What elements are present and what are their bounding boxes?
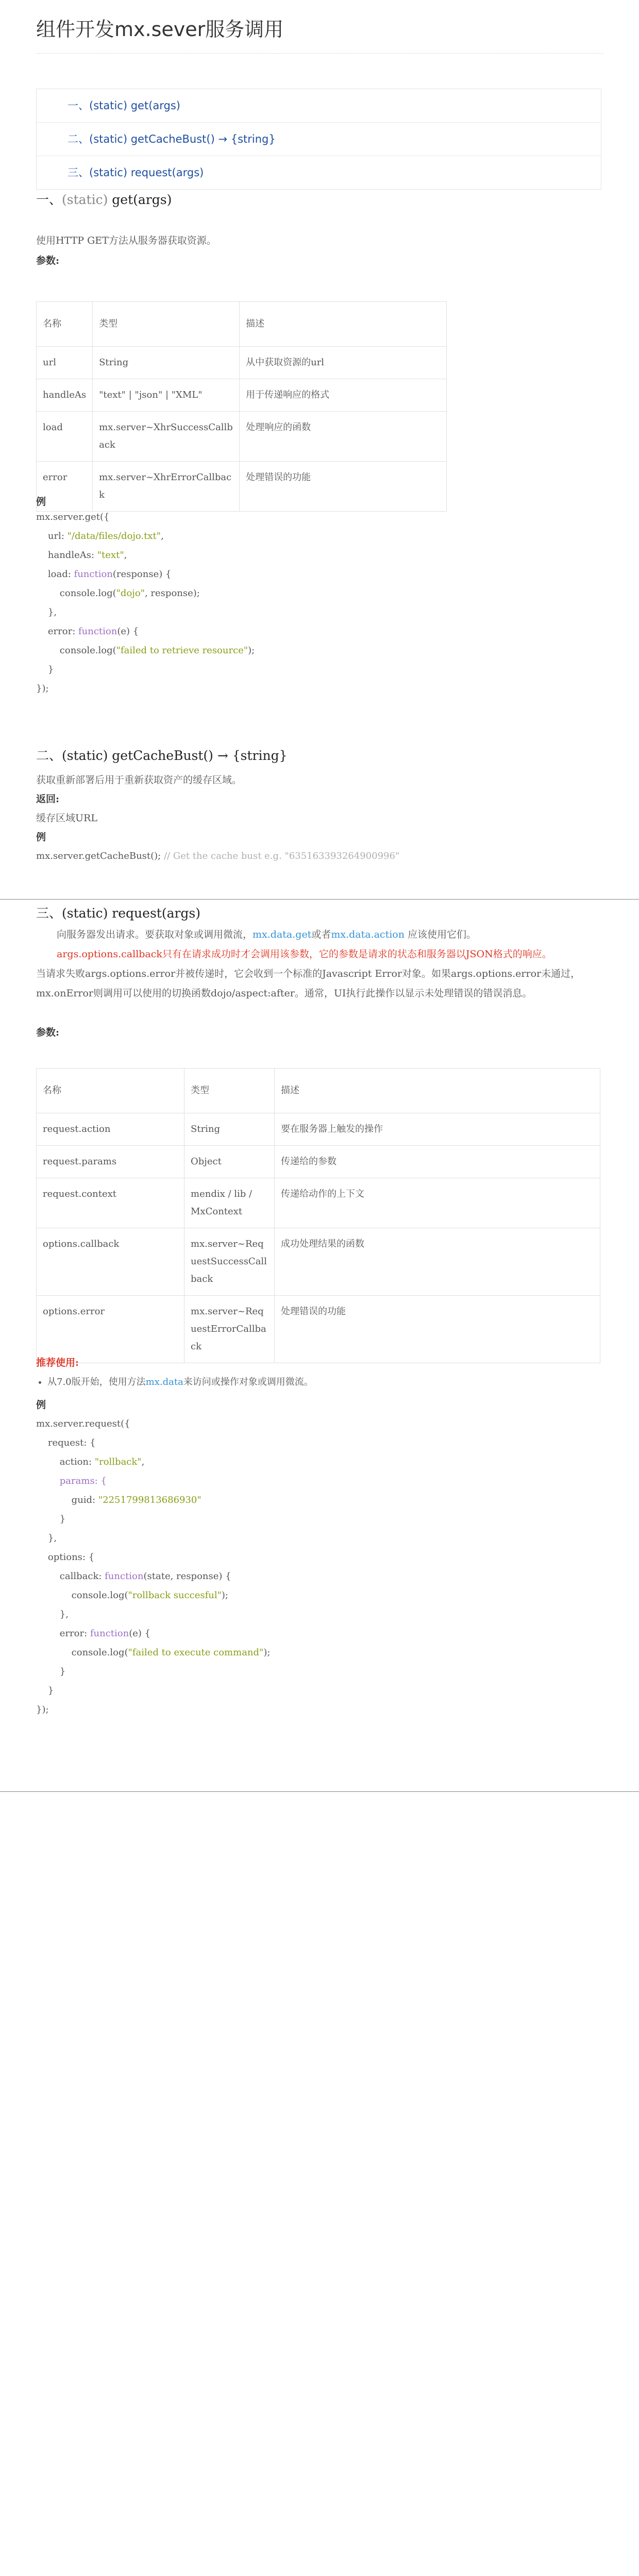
code-line: console.log("failed to retrieve resource"); bbox=[59, 645, 255, 656]
code-line: console.log("dojo", response); bbox=[59, 588, 200, 599]
section-number: 一、 bbox=[36, 192, 62, 207]
get-params-label: 参数: bbox=[36, 255, 60, 266]
code-line: error: function(e) { bbox=[59, 1628, 151, 1639]
code-line: }, bbox=[47, 1533, 57, 1544]
code-line: console.log("rollback succesful"); bbox=[71, 1590, 228, 1601]
table-row bbox=[37, 1178, 600, 1228]
code-line: handleAs: "text", bbox=[47, 550, 127, 561]
param-desc: 传递给动作的上下文 bbox=[275, 1178, 600, 1228]
param-name: options.error bbox=[37, 1296, 184, 1363]
code-line: }, bbox=[47, 607, 57, 618]
code-line: action: "rollback", bbox=[59, 1456, 145, 1467]
param-name: handleAs bbox=[37, 379, 93, 412]
section-divider bbox=[0, 899, 639, 900]
code-line: error: function(e) { bbox=[47, 626, 139, 637]
table-row bbox=[37, 462, 447, 512]
table-of-contents bbox=[36, 89, 601, 190]
param-name: request.context bbox=[37, 1178, 184, 1228]
table-row bbox=[37, 379, 447, 412]
request-paragraph-3: 当请求失败args.options.error并被传递时，它会收到一个标准的Javascript Error对象。如果args.options.error未通过，mx.onError则调用可以使用的切换函数dojo/aspect:after。通常，UI执行此操作以显示未处理错误的错误消息。 bbox=[36, 968, 581, 999]
section-heading-request bbox=[36, 903, 200, 922]
code-line: params: { bbox=[59, 1476, 107, 1486]
get-code-example bbox=[36, 507, 255, 698]
code-line: url: "/data/files/dojo.txt", bbox=[47, 531, 164, 541]
param-desc: 处理错误的功能 bbox=[275, 1296, 600, 1363]
param-desc: 用于传递响应的格式 bbox=[240, 379, 447, 412]
param-name: error bbox=[37, 462, 93, 512]
get-example-label: 例 bbox=[36, 496, 46, 507]
toc-item-get[interactable]: 一、(static) get(args) bbox=[37, 89, 601, 123]
code-line: options: { bbox=[47, 1552, 95, 1563]
code-line: } bbox=[47, 664, 54, 675]
header-type: 类型 bbox=[184, 1069, 275, 1113]
param-desc: 成功处理结果的函数 bbox=[275, 1228, 600, 1296]
request-example-label: 例 bbox=[36, 1399, 46, 1411]
method-name: (static) getCacheBust() → {string} bbox=[62, 748, 288, 763]
table-row bbox=[37, 1228, 600, 1296]
table-row bbox=[37, 1146, 600, 1178]
method-name: (static) request(args) bbox=[62, 906, 201, 921]
code-line: }, bbox=[59, 1609, 69, 1620]
getcachebust-description: 获取重新部署后用于重新获取资产的缓存区域。 bbox=[36, 774, 242, 786]
table-header-row bbox=[37, 302, 447, 347]
param-type-link[interactable]: mx.server~RequestErrorCallback bbox=[184, 1296, 275, 1363]
page-title: 组件开发mx.sever服务调用 bbox=[36, 9, 603, 54]
param-desc: 处理错误的功能 bbox=[240, 462, 447, 512]
toc-item-getcachebust[interactable]: 二、(static) getCacheBust() → {string} bbox=[37, 123, 601, 156]
get-description: 使用HTTP GET方法从服务器获取资源。 bbox=[36, 235, 216, 246]
getcachebust-example-label: 例 bbox=[36, 832, 46, 843]
param-type: "text" | "json" | "XML" bbox=[93, 379, 240, 412]
header-type: 类型 bbox=[93, 302, 240, 347]
code-line: }); bbox=[36, 683, 49, 694]
link-mx-data-get[interactable]: mx.data.get bbox=[253, 929, 312, 940]
param-type-link[interactable]: mx.server~XhrSuccessCallback bbox=[93, 412, 240, 462]
param-name: request.action bbox=[37, 1113, 184, 1146]
code-line: mx.server.request({ bbox=[36, 1418, 130, 1429]
header-name: 名称 bbox=[37, 302, 93, 347]
code-line: } bbox=[47, 1685, 54, 1696]
table-header-row bbox=[37, 1069, 600, 1113]
table-row bbox=[37, 1296, 600, 1363]
code-line: guid: "2251799813686930" bbox=[71, 1495, 201, 1505]
returns-label: 返回: bbox=[36, 793, 60, 805]
param-desc: 处理响应的函数 bbox=[240, 412, 447, 462]
code-line: request: { bbox=[47, 1437, 96, 1448]
bottom-divider bbox=[0, 1791, 639, 1792]
request-params-label: 参数: bbox=[36, 1027, 60, 1038]
param-type: String bbox=[184, 1113, 275, 1146]
request-paragraph-2: args.options.callback只有在请求成功时才会调用该参数，它的参数是请求的状态和服务器以JSON格式的响应。 bbox=[57, 948, 552, 960]
code-line: mx.server.getCacheBust(); // Get the cache bust e.g. "635163393264900996" bbox=[36, 851, 400, 861]
param-type-link[interactable]: mx.server~RequestSuccessCallback bbox=[184, 1228, 275, 1296]
request-code-example bbox=[36, 1414, 270, 1719]
table-row bbox=[37, 1113, 600, 1146]
code-line: load: function(response) { bbox=[47, 569, 172, 580]
link-mx-data[interactable]: mx.data bbox=[145, 1377, 183, 1387]
section-number: 二、 bbox=[36, 748, 62, 763]
list-item: • 从7.0版开始，使用方法mx.data来访问或操作对象或调用微流。 bbox=[47, 1375, 313, 1388]
toc-item-request[interactable]: 三、(static) request(args) bbox=[68, 166, 204, 179]
param-type: Object bbox=[184, 1146, 275, 1178]
table-row bbox=[37, 412, 447, 462]
code-line: console.log("failed to execute command"); bbox=[71, 1647, 271, 1658]
param-name: load bbox=[37, 412, 93, 462]
param-name: request.params bbox=[37, 1146, 184, 1178]
code-line: } bbox=[59, 1666, 66, 1677]
getcachebust-code-example bbox=[36, 846, 399, 866]
param-type-link[interactable]: mx.server~XhrErrorCallback bbox=[93, 462, 240, 512]
param-desc: 传递给的参数 bbox=[275, 1146, 600, 1178]
section-number: 三、 bbox=[36, 906, 62, 921]
param-type-link[interactable]: mendix / lib / MxContext bbox=[184, 1178, 275, 1228]
static-label: (static) bbox=[62, 192, 108, 207]
header-desc: 描述 bbox=[275, 1069, 600, 1113]
recommended-list bbox=[36, 1375, 313, 1388]
section-heading-get bbox=[36, 190, 172, 208]
param-type: String bbox=[93, 347, 240, 379]
code-line: } bbox=[59, 1514, 66, 1524]
get-params-table bbox=[36, 301, 447, 512]
code-line: }); bbox=[36, 1704, 49, 1715]
section-heading-getcachebust bbox=[36, 745, 288, 764]
param-name: url bbox=[37, 347, 93, 379]
param-desc: 要在服务器上触发的操作 bbox=[275, 1113, 600, 1146]
method-name: get(args) bbox=[108, 192, 172, 207]
link-mx-data-action[interactable]: mx.data.action bbox=[331, 929, 405, 940]
request-paragraph-1: 向服务器发出请求。要获取对象或调用微流，mx.data.get或者mx.data.action 应该使用它们。 bbox=[57, 929, 477, 940]
header-desc: 描述 bbox=[240, 302, 447, 347]
code-line: callback: function(state, response) { bbox=[59, 1571, 231, 1582]
code-line: mx.server.get({ bbox=[36, 512, 110, 522]
returns-text: 缓存区域URL bbox=[36, 812, 97, 824]
table-row bbox=[37, 347, 447, 379]
param-name: options.callback bbox=[37, 1228, 184, 1296]
header-name: 名称 bbox=[37, 1069, 184, 1113]
recommended-label: 推荐使用: bbox=[36, 1357, 79, 1368]
request-params-table bbox=[36, 1068, 600, 1363]
param-desc: 从中获取资源的url bbox=[240, 347, 447, 379]
